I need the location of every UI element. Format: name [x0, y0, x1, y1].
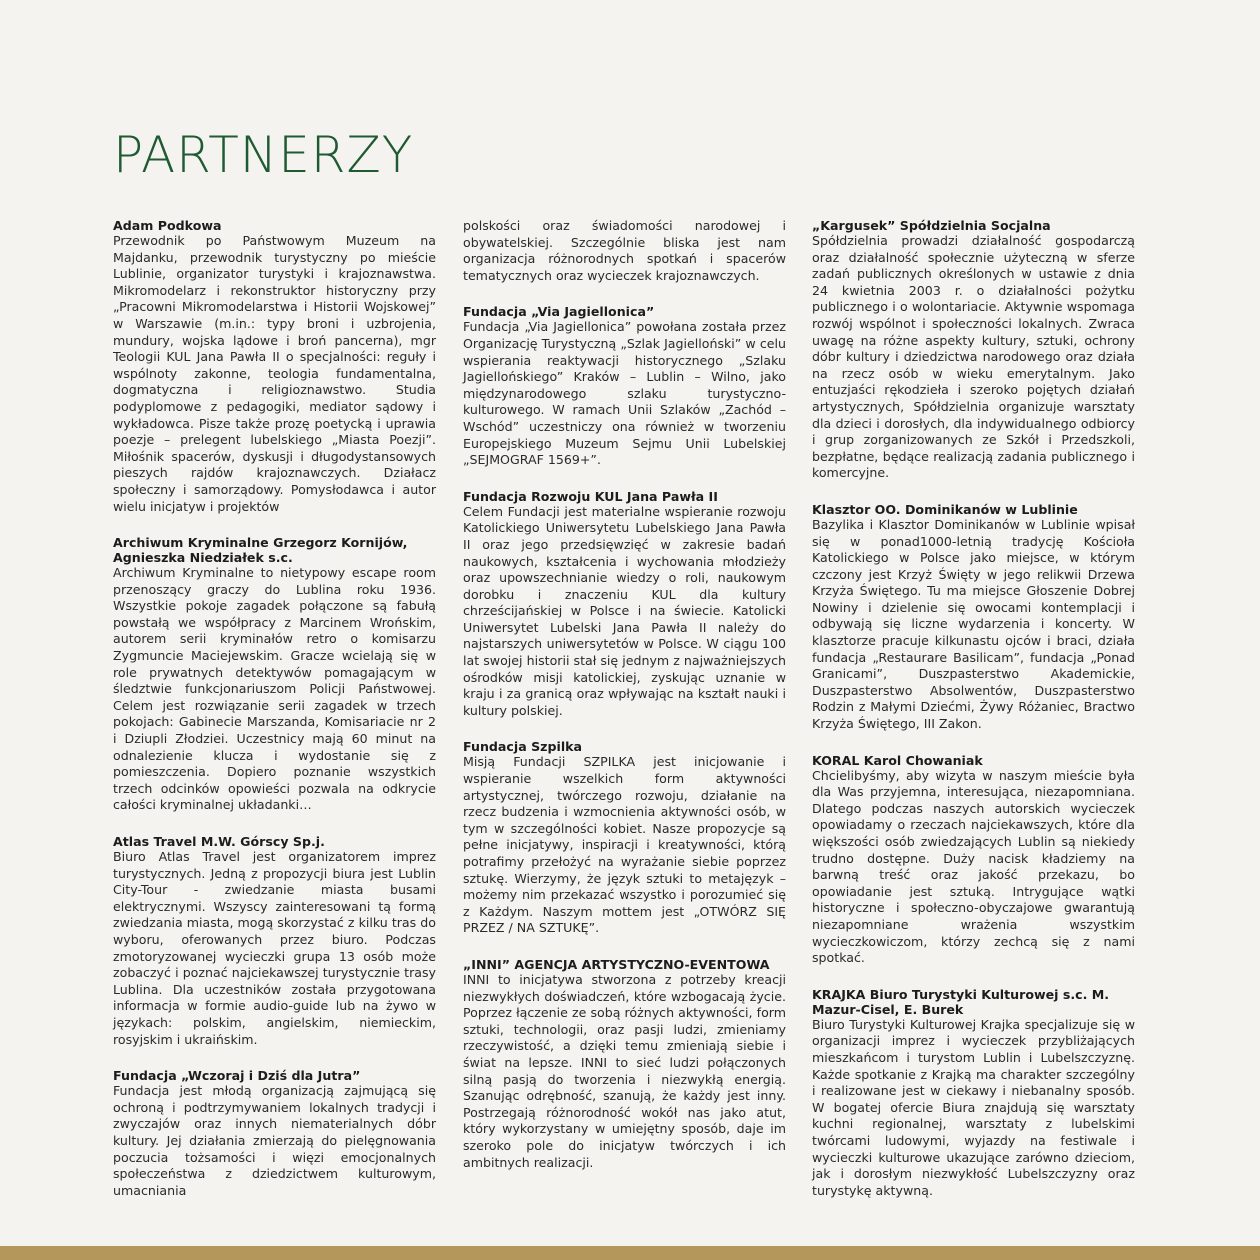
- partner-entry-continued: [463, 218, 786, 284]
- column-3: [812, 218, 1135, 1199]
- partner-entry: [463, 304, 786, 468]
- column-1: [113, 218, 436, 1199]
- partner-entry: [113, 834, 436, 1048]
- partner-entry: [463, 489, 786, 720]
- partner-description: Przewodnik po Państwowym Muzeum na Majdanku, przewodnik turystyczny po mieście Lublinie, organizator turystyki i krajoznawstwa. Mikromodelarz i rekonstruktor historyczny przy „Pracowni Mikromodelarstwa i Historii Wojskowej” w Warszawie (m.in.: typy broni i uzbrojenia, mundury, wojska lądowe i broń pancerna), mgr Teologii KUL Jana Pawła II o specjalności: reguły i wspólnoty zakonne, teologia fundamentalna, dogmatyczna i religioznawstwo. Studia podyplomowe z pedagogiki, mediator sądowy i wykładowca. Pisze także prozę poetycką i uprawia poezje – prelegent lubelskiego „Miasta Poezji”. Miłośnik spacerów, dyskusji i długodystansowych pieszych rajdów krajoznawczych. Działacz społeczny i samorządowy. Pomysłodawca i autor wielu inicjatyw i projektów: [113, 233, 436, 514]
- partner-name: Fundacja Rozwoju KUL Jana Pawła II: [463, 488, 718, 504]
- partner-entry: [113, 218, 436, 515]
- partner-description: Fundacja jest młodą organizacją zajmującą się ochroną i podtrzymywaniem lokalnych tradycji i zwyczajów oraz innych niematerialnych dóbr kultury. Jej działania zmierzają do pielęgnowania poczucia tożsamości i więzi emocjonalnych społeczeństwa z dziedzictwem kulturowym, umacniania: [113, 1083, 436, 1198]
- partner-name: Atlas Travel M.W. Górscy Sp.j.: [113, 834, 325, 849]
- partner-name: KRAJKA Biuro Turystyki Kulturowej s.c. M. Mazur-Cisel, E. Burek: [812, 986, 1110, 1017]
- partner-description: Fundacja „Via Jagiellonica” powołana została przez Organizację Turystyczną „Szlak Jagielloński” w celu wspierania reaktywacji historycznego „Szlaku Jagiellońskiego” Kraków – Lublin – Wilno, jako międzynarodowego szlaku turystyczno-kulturowego. W ramach Unii Szlaków „Zachód – Wschód” uczestniczy ona również w tworzeniu Europejskiego Muzeum Sejmu Unii Lubelskiej „SEJMOGRAF 1569+”.: [463, 319, 786, 468]
- partner-description: Celem Fundacji jest materialne wspieranie rozwoju Katolickiego Uniwersytetu Lubelskiego Jana Pawła II oraz jego przedsięwzięć w zakresie badań naukowych, kształcenia i wychowania młodzieży oraz upowszechnianie wiedzy o roli, naukowym dorobku i znaczeniu KUL dla kultury chrześcijańskiej w Polsce i na świecie. Katolicki Uniwersytet Lubelski Jana Pawła II należy do najstarszych uniwersytetów w Polsce. W ciągu 100 lat swojej historii stał się jednym z najważniejszych ośrodków misji katolickiej, zyskując uznanie w kraju i za granicą oraz wpływając na kształt nauki i kultury polskiej.: [463, 503, 786, 718]
- partner-description: Chcielibyśmy, aby wizyta w naszym mieście była dla Was przyjemna, interesująca, niezapomniana. Dlatego podczas naszych autorskich wycieczek opowiadamy o rzeczach najciekawszych, które dla większości osób zwiedzających Lublin są niekiedy trudno dostępne. Duży nacisk kładziemy na barwną treść oraz jakość przekazu, bo opowiadanie jest sztuką. Intrygujące wątki historyczne i społeczno-obyczajowe gwarantują niezapomniane wrażenia wszystkim wycieczkowiczom, którzy zechcą się z nami spotkać.: [812, 767, 1135, 966]
- partner-description: Biuro Atlas Travel jest organizatorem imprez turystycznych. Jedną z propozycji biura jest Lublin City-Tour - zwiedzanie miasta busami elektrycznymi. Wszyscy zainteresowani tą formą zwiedzania miasta, mogą skorzystać z kilku tras do wyboru, oferowanych przez biuro. Podczas zmotoryzowanej wycieczki grupa 13 osób może zobaczyć i poznać najciekawszej turystycznie trasy Lublina. Dla uczestników została przygotowana informacja w formie audio-guide lub na żywo w językach: polskim, angielskim, niemieckim, rosyjskim i ukraińskim.: [113, 849, 436, 1047]
- partner-entry: [812, 502, 1135, 733]
- partner-description: INNI to inicjatywa stworzona z potrzeby kreacji niezwykłych doświadczeń, które wzbogacają życie. Poprzez łączenie ze sobą różnych aktywności, form sztuki, technologii, oraz pasji ludzi, zmieniamy rzeczywistość, a dzięki temu zmieniają siebie i świat na lepsze. INNI to sieć ludzi połączonych silną pasją do tworzenia i niezwykłą energią. Szanując odrębność, szanują, że każdy jest inny. Postrzegają różnorodność wokół nas jako atut, który wykorzystany w umiejętny sposób, daje im szeroko pole do inicjatyw twórczych i ich ambitnych realizacji.: [463, 971, 786, 1170]
- page-title: PARTNERZY: [113, 126, 414, 184]
- partner-description-continued: polskości oraz świadomości narodowej i obywatelskiej. Szczególnie bliska jest nam organizacja różnorodnych spotkań i spacerów tematycznych oraz wycieczek krajoznawczych.: [463, 218, 786, 283]
- partner-name: Klasztor OO. Dominikanów w Lublinie: [812, 501, 1078, 517]
- partner-entry: [812, 987, 1135, 1200]
- partner-entry: [113, 535, 436, 814]
- partner-name: KORAL Karol Chowaniak: [812, 752, 983, 768]
- partner-name: „Kargusek” Spółdzielnia Socjalna: [812, 218, 1051, 233]
- bottom-decorative-bar: [0, 1246, 1260, 1260]
- partner-name: Fundacja Szpilka: [463, 739, 583, 755]
- partner-description: Biuro Turystyki Kulturowej Krajka specjalizuje się w organizacji imprez i wycieczek przybliżających mieszkańcom i turystom Lublin i Lubelszczyznę. Każde spotkanie z Krajką ma charakter szczególny i realizowane jest w ciekawy i niebanalny sposób. W bogatej ofercie Biura znajdują się warsztaty kuchni regionalnej, warsztaty z lubelskimi twórcami ludowymi, wyjazdy na festiwale i wycieczki kulturowe ukazujące zarówno dzieciom, jak i dorosłym niezwykłość Lubelszczyzny oraz turystykę aktywną.: [812, 1016, 1135, 1198]
- partner-name: Adam Podkowa: [113, 218, 222, 233]
- partner-description: Bazylika i Klasztor Dominikanów w Lublinie wpisał się w ponad1000-letnią tradycję Kościoła Katolickiego w Polsce jako miejsce, w którym czczony jest Krzyż Święty w jego relikwii Drzewa Krzyża Świętego. Tu ma miejsce Głoszenie Dobrej Nowiny i dzielenie się owocami kontemplacji i odbywają się liczne wydarzenia i koncerty. W klasztorze pracuje kilkunastu ojców i braci, działa fundacja „Restaurare Basilicam”, fundacja „Ponad Granicami”, Duszpasterstwo Akademickie, Duszpasterstwo Absolwentów, Duszpasterstwo Rodzin z Małymi Dziećmi, Żywy Różaniec, Bractwo Krzyża Świętego, III Zakon.: [812, 516, 1135, 732]
- partner-name: Fundacja „Via Jagiellonica”: [463, 304, 655, 320]
- partner-name: Archiwum Kryminalne Grzegorz Kornijów, Agnieszka Niedziałek s.c.: [113, 535, 408, 566]
- column-2: [463, 218, 786, 1171]
- partner-name: „INNI” AGENCJA ARTYSTYCZNO-EVENTOWA: [463, 956, 770, 972]
- partner-description: Spółdzielnia prowadzi działalność gospodarczą oraz działalność społecznie użyteczną w sferze zadań publicznych określonych w ustawie z dnia 24 kwietnia 2003 r. o działalności pożytku publicznego i o wolontariacie. Aktywnie wspomaga rozwój wspólnot i społeczności lokalnych. Zwraca uwagę na różne aspekty kultury, sztuki, ochrony dóbr kultury i dziedzictwa narodowego oraz działa na rzecz osób w wieku emerytalnym. Jako entuzjaści rękodzieła i szeroko pojętych działań artystycznych, Spółdzielnia organizuje warsztaty dla dzieci i dorosłych, dla indywidualnego odbiorcy i grup zorganizowanych ze Szkół i Przedszkoli, bezpłatne, będące realizacją zadania publicznego i komercyjne.: [812, 233, 1135, 481]
- partner-entry: [463, 739, 786, 937]
- partner-entry: [812, 753, 1135, 967]
- partner-entry: [463, 957, 786, 1171]
- partner-description: Misją Fundacji SZPILKA jest inicjowanie i wspieranie wszelkich form aktywności artystycznej, twórczego rozwoju, działanie na rzecz budzenia i wzmocnienia aktywności osób, w tym w szczególności kobiet. Nasze propozycje są pełne inicjatywy, inspiracji i kreatywności, którą potrafimy przełożyć na wyrażanie siebie poprzez sztukę. Wierzymy, że język sztuki to metajęzyk – możemy nim przekazać wszystko i porozumieć się z Każdym. Naszym mottem jest „OTWÓRZ SIĘ PRZEZ / NA SZTUKĘ”.: [463, 754, 786, 936]
- partner-description: Archiwum Kryminalne to nietypowy escape room przenoszący graczy do Lublina roku 1936. Wszystkie pokoje zagadek połączone są fabułą powstałą we współpracy z Marcinem Wrońskim, autorem serii kryminałów retro o komisarzu Zygmuncie Maciejewskim. Gracze wcielają się w role prywatnych detektywów pomagającym w śledztwie funkcjonariuszom Policji Państwowej. Celem jest rozwiązanie serii zagadek w trzech pokojach: Gabinecie Marszanda, Komisariacie nr 2 i Dziupli Złodziei. Uczestnicy mają 60 minut na odnalezienie klucza i wydostanie się z pomieszczenia. Dopiero poznanie wszystkich trzech odcinków opowieści pozwala na odkrycie całości kryminalnej układanki…: [113, 565, 436, 813]
- partner-entry: [113, 1068, 436, 1199]
- partner-name: Fundacja „Wczoraj i Dziś dla Jutra”: [113, 1068, 361, 1084]
- partner-entry: [812, 218, 1135, 482]
